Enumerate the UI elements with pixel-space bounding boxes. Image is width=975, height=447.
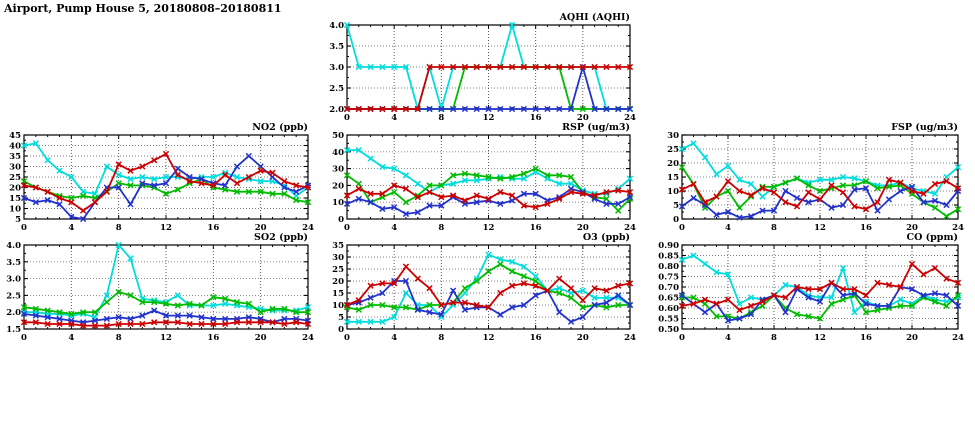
y-tick-label: 15 [667, 173, 679, 183]
x-tick-label: 24 [624, 113, 636, 123]
x-tick-label: 24 [624, 223, 636, 233]
x-tick-label: 24 [302, 223, 314, 233]
y-tick-label: 20 [332, 181, 344, 192]
y-tick-label: 4.0 [6, 241, 21, 251]
x-tick-label: 16 [860, 333, 872, 343]
y-tick-label: 25 [332, 265, 344, 275]
y-tick-label: 30 [667, 131, 679, 141]
x-tick-label: 4 [68, 333, 75, 343]
x-tick-label: 24 [952, 223, 964, 233]
y-tick-label: 40 [332, 147, 344, 158]
y-tick-label: 10 [332, 301, 344, 311]
no2-plot [0, 119, 316, 233]
y-tick-label: 25 [9, 173, 21, 183]
no2-title: NO2 (ppb) [252, 122, 308, 133]
y-tick-label: 20 [667, 159, 679, 169]
fsp-plot [654, 119, 966, 233]
y-tick-label: 20 [332, 277, 344, 287]
y-tick-label: 35 [332, 241, 344, 251]
y-tick-label: 0.80 [658, 262, 679, 272]
co-plot [654, 229, 966, 343]
o3-plot [319, 229, 638, 343]
y-tick-label: 0 [338, 215, 344, 225]
page-title: Airport, Pump House 5, 20180808–20180811 [4, 2, 282, 15]
chart-o3 [319, 229, 638, 347]
y-tick-label: 0.90 [658, 241, 679, 251]
y-tick-label: 0.65 [658, 293, 679, 304]
y-tick-label: 15 [9, 194, 21, 204]
x-tick-label: 20 [576, 333, 589, 343]
x-tick-label: 0 [679, 223, 685, 233]
y-tick-label: 0.75 [658, 272, 679, 283]
y-tick-label: 5 [338, 313, 344, 323]
y-tick-label: 30 [9, 162, 21, 173]
x-tick-label: 12 [814, 223, 826, 233]
x-tick-label: 16 [529, 113, 542, 123]
y-tick-label: 15 [332, 289, 344, 299]
y-tick-label: 45 [9, 131, 21, 141]
y-tick-label: 0.55 [658, 314, 679, 325]
x-tick-label: 4 [68, 223, 75, 233]
x-tick-label: 16 [529, 223, 542, 233]
y-tick-label: 0.85 [658, 251, 679, 262]
y-tick-label: 50 [332, 131, 344, 141]
y-tick-label: 0.70 [658, 283, 679, 293]
y-tick-label: 2.0 [6, 308, 21, 319]
y-tick-label: 5 [673, 201, 679, 211]
x-tick-label: 20 [254, 223, 267, 233]
chart-co [654, 229, 966, 347]
y-tick-label: 10 [9, 204, 21, 215]
x-tick-label: 4 [725, 223, 731, 233]
x-tick-label: 20 [576, 113, 589, 123]
x-tick-label: 8 [438, 333, 445, 343]
y-tick-label: 10 [667, 187, 679, 197]
x-tick-label: 8 [115, 223, 122, 233]
x-tick-label: 16 [860, 223, 872, 233]
y-tick-label: 3.5 [329, 42, 344, 52]
y-tick-label: 30 [332, 164, 344, 175]
x-tick-label: 0 [344, 113, 350, 123]
x-tick-label: 12 [160, 223, 172, 233]
x-tick-label: 0 [344, 333, 350, 343]
x-tick-label: 16 [207, 333, 220, 343]
x-tick-label: 0 [21, 223, 27, 233]
y-tick-label: 4.0 [329, 21, 344, 31]
chart-fsp [654, 119, 966, 237]
x-tick-label: 8 [115, 333, 122, 343]
y-tick-label: 0 [673, 215, 679, 225]
so2-title: SO2 (ppb) [254, 232, 308, 243]
y-tick-label: 2.5 [6, 291, 21, 302]
x-tick-label: 12 [482, 223, 495, 233]
x-tick-label: 20 [254, 333, 267, 343]
y-tick-label: 2.0 [329, 105, 344, 115]
x-tick-label: 4 [391, 113, 398, 123]
x-tick-label: 16 [529, 333, 542, 343]
x-tick-label: 0 [679, 333, 685, 343]
rsp-title: RSP (ug/m3) [562, 122, 630, 133]
x-tick-label: 12 [482, 333, 495, 343]
o3-title: O3 (ppb) [582, 232, 630, 243]
x-tick-label: 8 [771, 333, 777, 343]
y-tick-label: 30 [332, 253, 344, 263]
x-tick-label: 12 [814, 333, 826, 343]
x-tick-label: 12 [160, 333, 172, 343]
x-tick-label: 8 [438, 223, 445, 233]
fsp-title: FSP (ug/m3) [891, 122, 958, 133]
series-line-cyan [682, 256, 958, 313]
chart-rsp [319, 119, 638, 237]
chart-no2 [0, 119, 316, 237]
y-tick-label: 0.50 [658, 325, 679, 335]
y-tick-label: 2.5 [329, 84, 344, 94]
y-tick-label: 40 [9, 141, 21, 152]
x-tick-label: 20 [906, 333, 918, 343]
y-tick-label: 0.60 [658, 304, 679, 314]
y-tick-label: 5 [15, 215, 21, 225]
chart-so2 [0, 229, 316, 347]
y-tick-label: 25 [667, 145, 679, 155]
x-tick-label: 8 [771, 223, 777, 233]
x-tick-label: 0 [21, 333, 27, 343]
aqhi-title: AQHI (AQHI) [559, 12, 630, 23]
x-tick-label: 20 [906, 223, 918, 233]
rsp-plot [319, 119, 638, 233]
x-tick-label: 4 [391, 333, 398, 343]
x-tick-label: 24 [624, 333, 636, 343]
x-tick-label: 8 [438, 113, 445, 123]
y-tick-label: 10 [332, 198, 344, 209]
x-tick-label: 4 [725, 333, 731, 343]
x-tick-label: 24 [952, 333, 964, 343]
so2-plot [0, 229, 316, 343]
series-line-red [347, 185, 630, 207]
y-tick-label: 3.5 [6, 257, 21, 268]
y-tick-label: 20 [9, 183, 21, 194]
aqhi-plot [319, 9, 638, 123]
y-tick-label: 0 [338, 325, 344, 335]
x-tick-label: 12 [482, 113, 495, 123]
chart-aqhi [319, 9, 638, 127]
y-tick-label: 3.0 [6, 274, 21, 285]
x-tick-label: 0 [344, 223, 350, 233]
y-tick-label: 3.0 [329, 63, 344, 73]
x-tick-label: 16 [207, 223, 220, 233]
y-tick-label: 35 [9, 152, 21, 162]
x-tick-label: 24 [302, 333, 314, 343]
y-tick-label: 1.5 [6, 325, 21, 335]
x-tick-label: 20 [576, 223, 589, 233]
x-tick-label: 4 [391, 223, 398, 233]
co-title: CO (ppm) [906, 232, 958, 243]
